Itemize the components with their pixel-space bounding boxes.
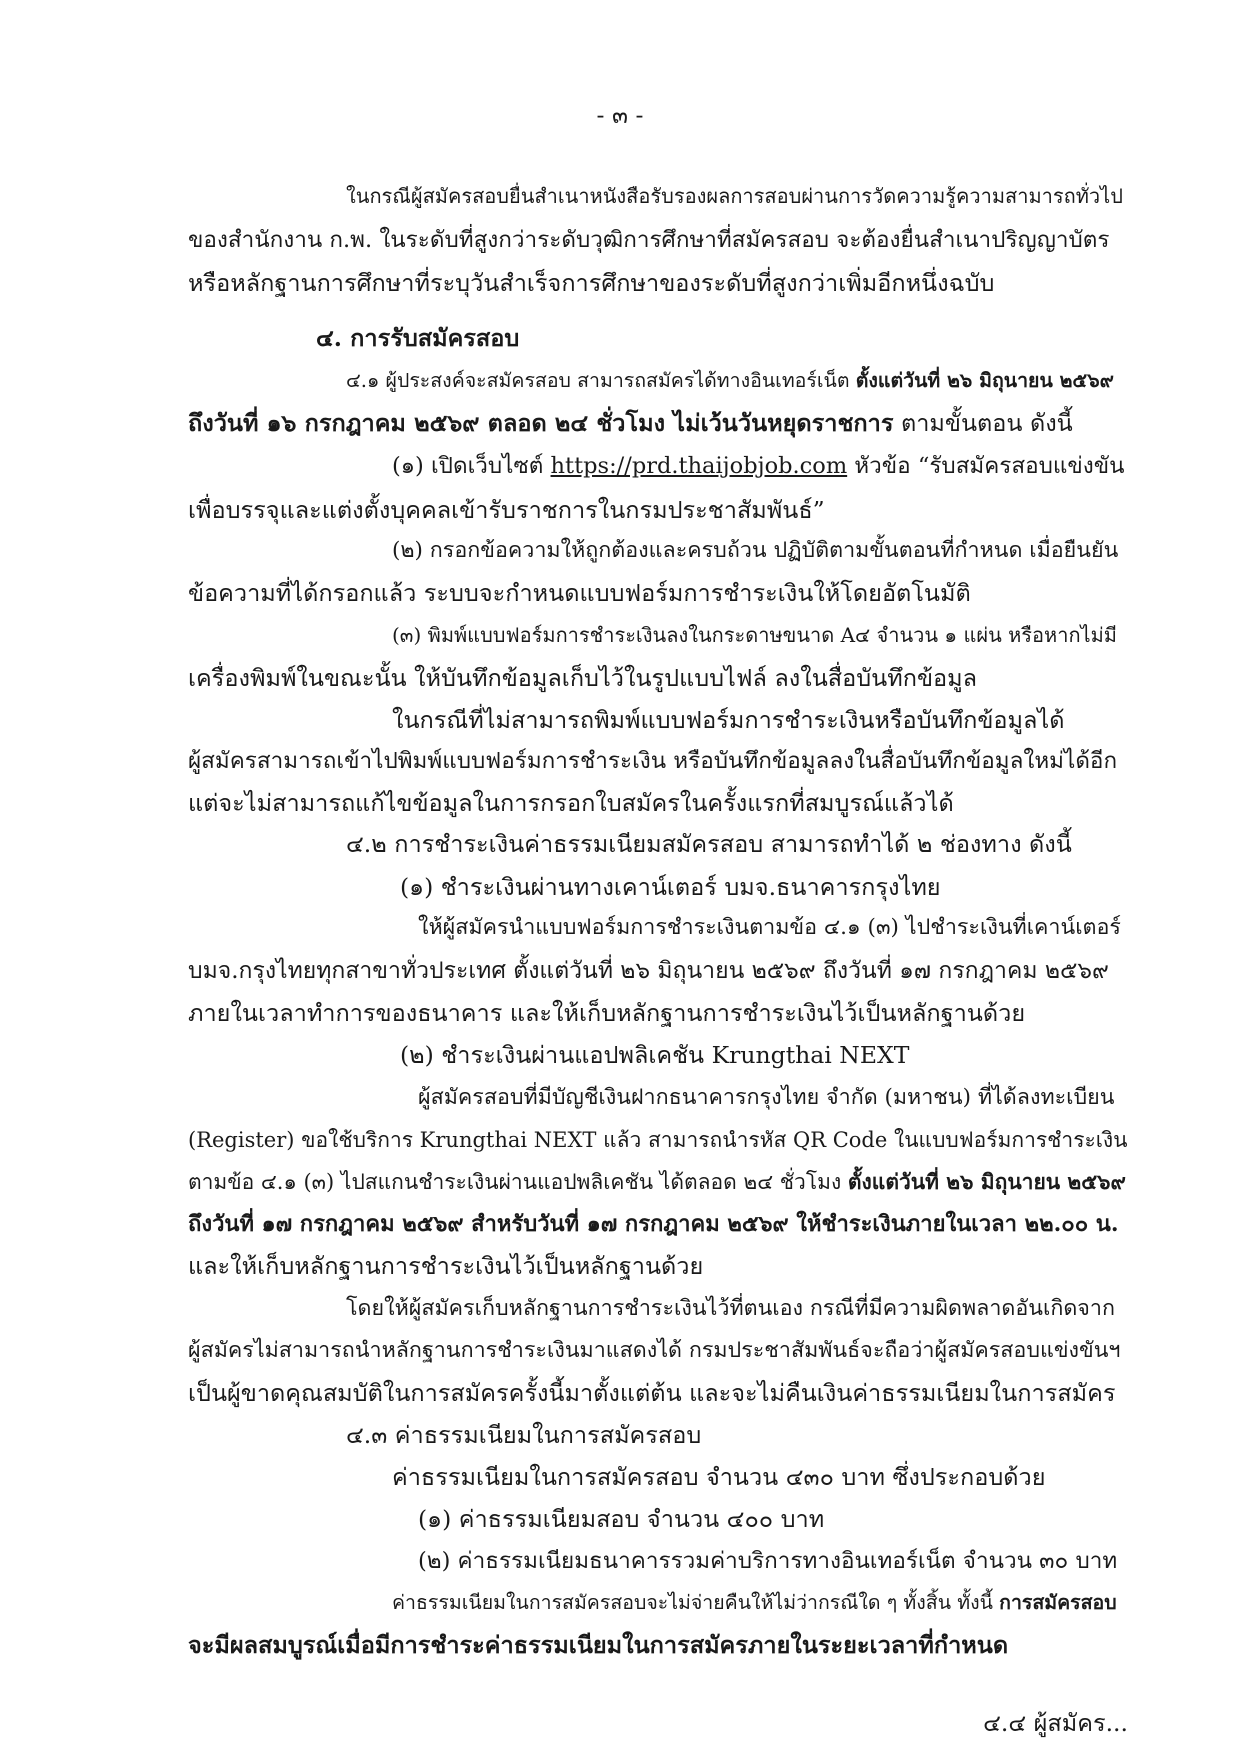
paragraph-line: (๒) ชำระเงินผ่านแอปพลิเคชัน Krungthai NEXT	[400, 1041, 910, 1069]
paragraph-line: จะมีผลสมบูรณ์เมื่อมีการชำระค่าธรรมเนียมในการสมัครภายในระยะเวลาที่กำหนด	[188, 1631, 1009, 1659]
paragraph-line: หรือหลักฐานการศึกษาที่ระบุวันสำเร็จการศึกษาของระดับที่สูงกว่าเพิ่มอีกหนึ่งฉบับ	[188, 269, 995, 297]
paragraph-line: ให้ผู้สมัครนำแบบฟอร์มการชำระเงินตามข้อ ๔.๑ (๓) ไปชำระเงินที่เคาน์เตอร์	[418, 915, 1121, 940]
paragraph-line: (๒) ค่าธรรมเนียมธนาคารรวมค่าบริการทางอินเทอร์เน็ต จำนวน ๓๐ บาท	[418, 1548, 1118, 1574]
paragraph-line: (๓) พิมพ์แบบฟอร์มการชำระเงินลงในกระดาษขนาด A๔ จำนวน ๑ แผ่น หรือหากไม่มี	[392, 623, 1117, 647]
paragraph-line: โดยให้ผู้สมัครเก็บหลักฐานการชำระเงินไว้ที่ตนเอง กรณีที่มีความผิดพลาดอันเกิดจาก	[346, 1296, 1115, 1321]
paragraph-line: เป็นผู้ขาดคุณสมบัติในการสมัครครั้งนี้มาตั้งแต่ต้น และจะไม่คืนเงินค่าธรรมเนียมในการสมัคร	[188, 1379, 1116, 1407]
paragraph-line: ตามข้อ ๔.๑ (๓) ไปสแกนชำระเงินผ่านแอปพลิเคชัน ได้ตลอด ๒๔ ชั่วโมง ตั้งแต่วันที่ ๒๖ มิถุนายน ๒๕๖๙	[188, 1169, 1126, 1194]
paragraph-line: ภายในเวลาทำการของธนาคาร และให้เก็บหลักฐานการชำระเงินไว้เป็นหลักฐานด้วย	[188, 999, 1026, 1027]
paragraph-line: ในกรณีที่ไม่สามารถพิมพ์แบบฟอร์มการชำระเงินหรือบันทึกข้อมูลได้	[392, 706, 1065, 734]
paragraph-line: (๑) ชำระเงินผ่านทางเคาน์เตอร์ บมจ.ธนาคารกรุงไทย	[400, 873, 941, 901]
next-page-reference: ๔.๔ ผู้สมัคร...	[983, 1709, 1128, 1737]
paragraph-line: แต่จะไม่สามารถแก้ไขข้อมูลในการกรอกใบสมัครในครั้งแรกที่สมบูรณ์แล้วได้	[188, 789, 954, 817]
paragraph-line: ผู้สมัครสามารถเข้าไปพิมพ์แบบฟอร์มการชำระเงิน หรือบันทึกข้อมูลลงในสื่อบันทึกข้อมูลใหม่ได้อีก	[188, 748, 1118, 774]
paragraph-line: ถึงวันที่ ๑๖ กรกฎาคม ๒๕๖๙ ตลอด ๒๔ ชั่วโมง ไม่เว้นวันหยุดราชการ ตามขั้นตอน ดังนี้	[188, 409, 1073, 437]
paragraph-line: ในกรณีผู้สมัครสอบยื่นสำเนาหนังสือรับรองผลการสอบผ่านการวัดความรู้ความสามารถทั่วไป	[346, 184, 1123, 208]
paragraph-line: ๔.๓ ค่าธรรมเนียมในการสมัครสอบ	[346, 1421, 702, 1449]
paragraph-line: ผู้สมัครสอบที่มีบัญชีเงินฝากธนาคารกรุงไทย จำกัด (มหาชน) ที่ได้ลงทะเบียน	[418, 1085, 1115, 1110]
paragraph-line: ของสำนักงาน ก.พ. ในระดับที่สูงกว่าระดับวุฒิการศึกษาที่สมัครสอบ จะต้องยื่นสำเนาปริญญาบัตร	[188, 227, 1110, 253]
paragraph-line: (๑) เปิดเว็บไซต์ https://prd.thaijobjob.com หัวข้อ “รับสมัครสอบแข่งขัน	[392, 453, 1125, 479]
page-number: - ๓ -	[596, 101, 644, 129]
paragraph-line: เครื่องพิมพ์ในขณะนั้น ให้บันทึกข้อมูลเก็บไว้ในรูปแบบไฟล์ ลงในสื่อบันทึกข้อมูล	[188, 664, 978, 692]
section-heading: ๔. การรับสมัครสอบ	[316, 324, 520, 352]
paragraph-line: บมจ.กรุงไทยทุกสาขาทั่วประเทศ ตั้งแต่วันที่ ๒๖ มิถุนายน ๒๕๖๙ ถึงวันที่ ๑๗ กรกฎาคม ๒๕๖๙	[188, 958, 1109, 984]
paragraph-line: (Register) ขอใช้บริการ Krungthai NEXT แล้ว สามารถนำรหัส QR Code ในแบบฟอร์มการชำระเงิน	[188, 1128, 1128, 1152]
paragraph-line: ค่าธรรมเนียมในการสมัครสอบ จำนวน ๔๓๐ บาท ซึ่งประกอบด้วย	[392, 1463, 1046, 1491]
paragraph-line: ถึงวันที่ ๑๗ กรกฎาคม ๒๕๖๙ สำหรับวันที่ ๑๗ กรกฎาคม ๒๕๖๙ ให้ชำระเงินภายในเวลา ๒๒.๐๐ น.	[188, 1211, 1119, 1237]
website-link[interactable]: https://prd.thaijobjob.com	[550, 453, 848, 479]
paragraph-line: ผู้สมัครไม่สามารถนำหลักฐานการชำระเงินมาแสดงได้ กรมประชาสัมพันธ์จะถือว่าผู้สมัครสอบแข่งขันฯ	[188, 1338, 1121, 1363]
paragraph-line: ค่าธรรมเนียมในการสมัครสอบจะไม่จ่ายคืนให้ไม่ว่ากรณีใด ๆ ทั้งสิ้น ทั้งนี้ การสมัครสอบ	[392, 1591, 1117, 1614]
paragraph-line: ๔.๑ ผู้ประสงค์จะสมัครสอบ สามารถสมัครได้ทางอินเทอร์เน็ต ตั้งแต่วันที่ ๒๖ มิถุนายน ๒๕๖๙	[346, 369, 1114, 392]
paragraph-line: ๔.๒ การชำระเงินค่าธรรมเนียมสมัครสอบ สามารถทำได้ ๒ ช่องทาง ดังนี้	[346, 830, 1072, 858]
paragraph-line: ข้อความที่ได้กรอกแล้ว ระบบจะกำหนดแบบฟอร์มการชำระเงินให้โดยอัตโนมัติ	[188, 579, 971, 607]
paragraph-line: (๒) กรอกข้อความให้ถูกต้องและครบถ้วน ปฏิบัติตามขั้นตอนที่กำหนด เมื่อยืนยัน	[392, 538, 1119, 563]
paragraph-line: (๑) ค่าธรรมเนียมสอบ จำนวน ๔๐๐ บาท	[418, 1505, 825, 1533]
paragraph-line: เพื่อบรรจุและแต่งตั้งบุคคลเข้ารับราชการในกรมประชาสัมพันธ์”	[188, 496, 825, 524]
paragraph-line: และให้เก็บหลักฐานการชำระเงินไว้เป็นหลักฐานด้วย	[188, 1252, 704, 1280]
